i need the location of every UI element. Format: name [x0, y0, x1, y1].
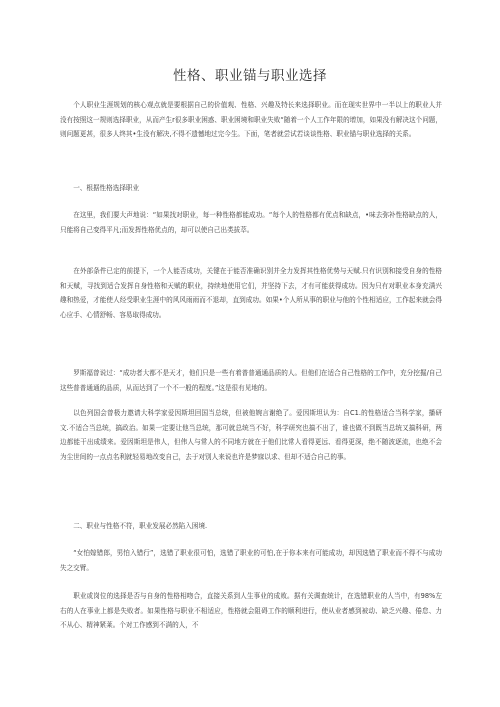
section-heading-2: 二、职业与性格不符，职业发展必然陷入困境. [73, 522, 208, 530]
intro-paragraph: 个人职业生涯规划的核心观点就是要根据自己的价值观、性格、兴趣及特长来选择职业。而在现实世界中一半以上的职业人并没有按照这一规则选择职业，从而产生r很多职业困惑、职业困境和职业失败“随着一个人工作年限的增加，如果没有解决这个问题，则问题更甚，很多人终其•生没有解决,不得不遗憾地过完今生。下面，笔者就尝试若谈谈性格、职业锚与职业选择的关系。 [60, 101, 442, 139]
paragraph-8: 职业或岗位的选择是否与自身的性格相吻合，直接关系到人生事业的成败。据有关调查统计，在选错职业的人当中，有98%左右的人在事业上都是失败者。如果性格与职业不相适应，性格就会阻碍工作的顺利进行，使从业者感到被动、缺乏兴趣、倦怠、力不从心、精神紧莱。个对工作感到不满的人，不 [60, 592, 442, 630]
section-heading-1: 一、根据性格选择职业 [73, 184, 140, 192]
paragraph-3: 在外部条件已定的前提下，一个人能否成功，关键在于能否准确识别并全力发挥其性格优势与天赋.只有识别和接受自身的性格和天赋，寻找到适合发挥自身性格和天赋的职业，持续地使用它们，并坚持下去，才有可能获得成功。因为只有对职业本身充满兴趣和热爱，才能使人经受职业生涯中的风风雨雨而不退却，直到成功。如果•个人所从事的职业与他的个性相适应，工作起来就会得心应手、心情舒畅、容易取得成功。 [60, 267, 442, 319]
paragraph-5: 以色列国会曾极力邀请大科学家爱因斯坦回国当总统，但被他婉言谢绝了。爱因斯坦认为：自C1.的性格适合当科学家，播研文.不适合当总统，搞政治。如果一定要让他当总统，那可就总统当不好，科学研究也搞不出了，谁也做不到既当总统又搞科研，两边都能干出成绩来。爱因斯坦是伟人，但伟人与常人的不同地方就在于他们比常人看得更远、看得更深，绝不随波逐流，也绝不会为尘世间的一点点名利就轻易地改变自己，去于对别人来说也许是梦寐以求、但却不适合自己的事。 [60, 409, 442, 461]
paragraph-2: 在这里，我们要大声地说：“如果找对职业，每一种性格都能成功。“每个人的性格都有优点和缺点，•味去弥补性格缺点的人，只能将自己变得平凡;而发挥性格优点的，却可以使自己出类拔萃。 [60, 211, 442, 234]
paragraph-4: 罗斯福曾说过：“成功者大都不是天才，他们只是一些有着普普通通品质的人。但他们在适合自己性格的工作中，充分挖掘/自己这些普普通通的品质，从而达到了一个不一般的程度。”这是很有见地的。 [60, 369, 442, 392]
paragraph-7: “女怕嫁错郎，男怕入错行”，选错了职业很可怕，选错了职业的可怕,在于你本来有可能成功，却因选错了职业而不得不与成功失之交臂。 [60, 549, 442, 572]
document-title: 性格、职业锚与职业选择 [173, 68, 327, 84]
